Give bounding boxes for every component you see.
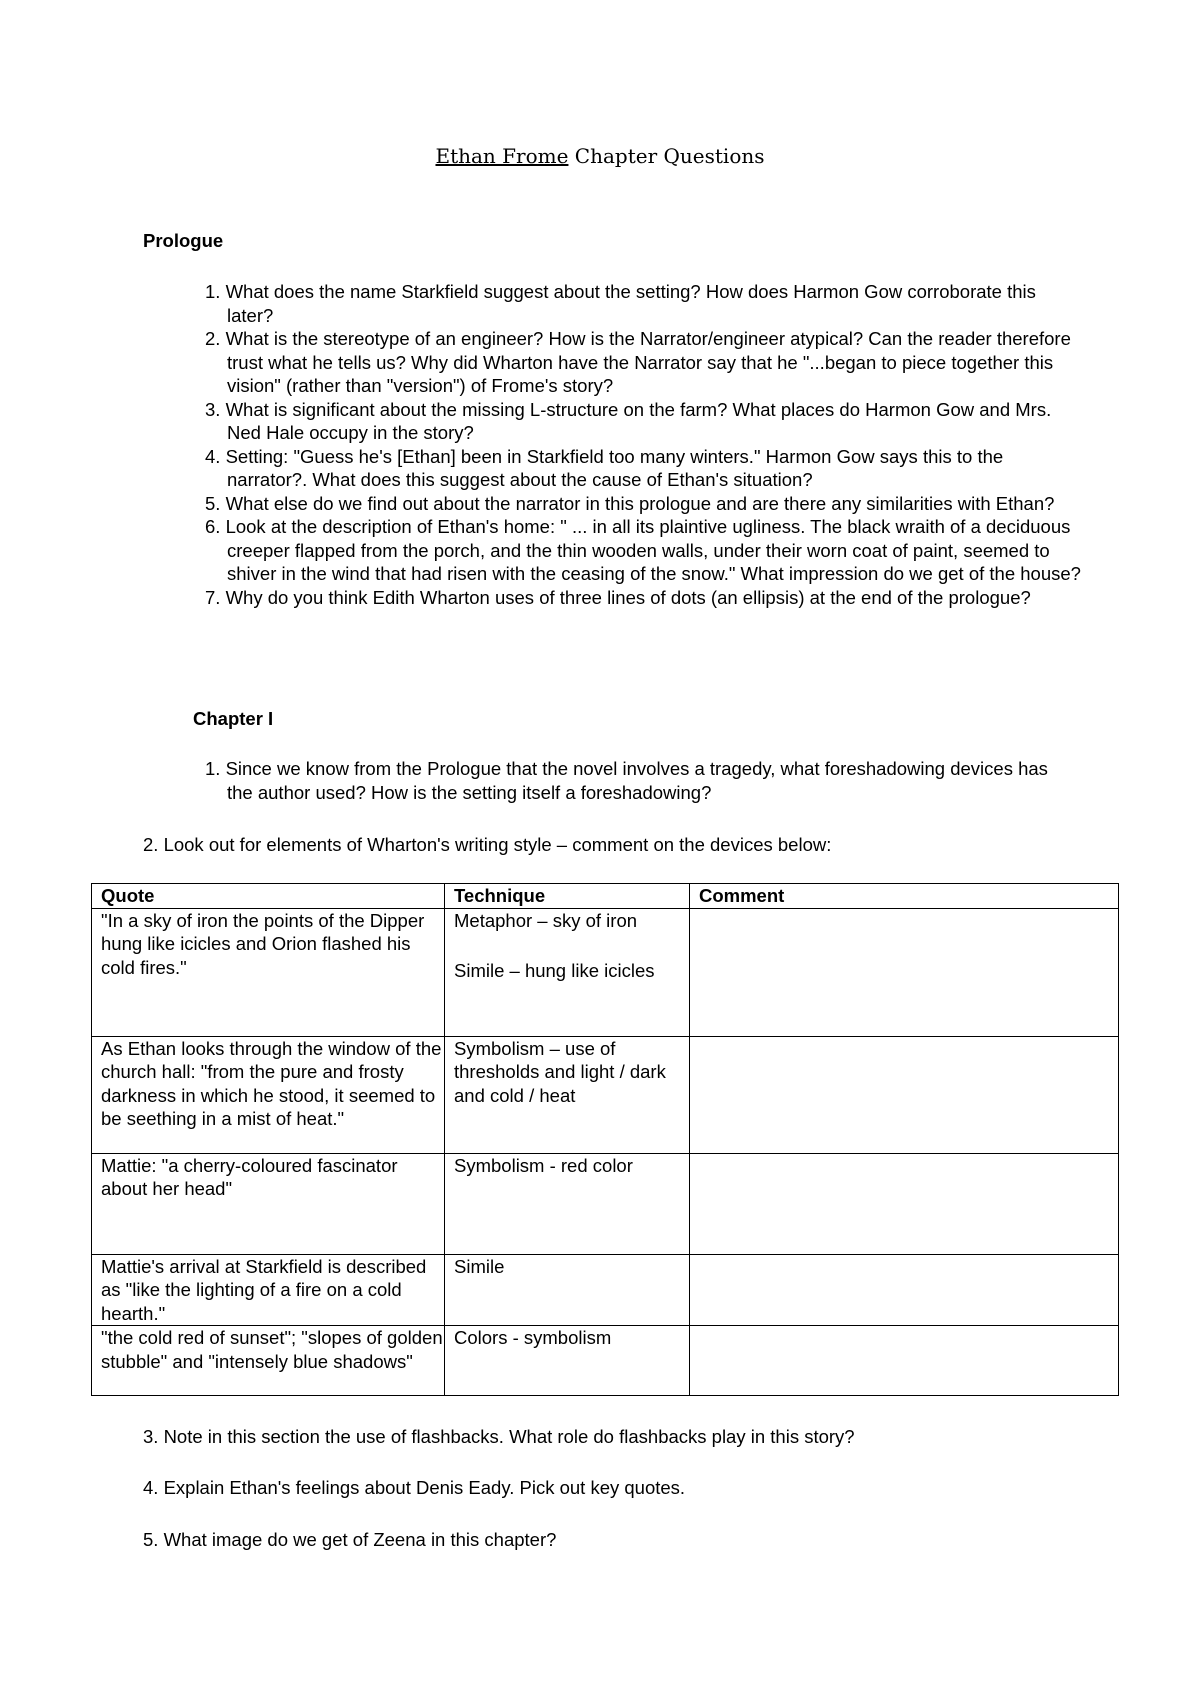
chapter-1-question-list xyxy=(192,757,1062,804)
question-2-text: 2. Look out for elements of Wharton's writing style – comment on the devices below: xyxy=(143,834,832,855)
comment-column-header: Comment xyxy=(690,884,1119,909)
table-row xyxy=(92,1254,1119,1326)
comment-cell[interactable] xyxy=(690,1153,1119,1254)
question-4-text: 4. Explain Ethan's feelings about Denis Eady. Pick out key quotes. xyxy=(143,1477,686,1498)
technique-cell xyxy=(445,908,690,1036)
technique-text: Symbolism – use of thresholds and light / dark and cold / heat xyxy=(454,1037,666,1106)
book-title: Ethan Frome xyxy=(435,144,569,168)
technique-text: Simile xyxy=(454,1255,505,1277)
comment-cell[interactable] xyxy=(690,1254,1119,1326)
technique-text: Simile – hung like icicles xyxy=(454,960,655,981)
technique-text: Symbolism - red color xyxy=(454,1154,633,1176)
table-row xyxy=(92,908,1119,1036)
technique-cell xyxy=(445,1326,690,1396)
table-header-row xyxy=(92,884,1119,909)
comment-cell[interactable] xyxy=(690,1326,1119,1396)
comment-cell[interactable] xyxy=(690,1036,1119,1153)
prologue-question-list xyxy=(192,280,1082,609)
table-row xyxy=(92,1153,1119,1254)
quote-column-header: Quote xyxy=(92,884,445,909)
quote-cell: "In a sky of iron the points of the Dipper hung like icicles and Orion flashed his cold fires." xyxy=(92,908,445,1036)
technique-text: Colors - symbolism xyxy=(454,1327,612,1348)
technique-cell xyxy=(445,1036,690,1153)
quote-cell: Mattie: "a cherry-coloured fascinator about her head" xyxy=(92,1153,445,1254)
quote-cell: Mattie's arrival at Starkfield is described as "like the lighting of a fire on a cold hearth." xyxy=(92,1254,445,1326)
prologue-heading: Prologue xyxy=(143,230,224,251)
list-item: 6. Look at the description of Ethan's home: " ... in all its plaintive ugliness. The black wraith of a deciduous creeper flapped from the porch, and the thin wooden walls, under their worn coat of paint, seemed to shiver in the wind that had risen with the ceasing of the snow." What impression do we get of the house? xyxy=(205,516,1081,584)
table-row xyxy=(92,1326,1119,1396)
technique-text: Metaphor – sky of iron xyxy=(454,909,638,931)
list-item: 1. Since we know from the Prologue that the novel involves a tragedy, what foreshadowing devices has the author used? How is the setting itself a foreshadowing? xyxy=(205,758,1048,803)
list-item: 1. What does the name Starkfield suggest about the setting? How does Harmon Gow corroborate this later? xyxy=(205,281,1036,326)
quote-cell: As Ethan looks through the window of the church hall: "from the pure and frosty darkness in which he stood, it seemed to be seething in a mist of heat." xyxy=(92,1036,445,1153)
question-3-text: 3. Note in this section the use of flashbacks. What role do flashbacks play in this story? xyxy=(143,1426,855,1447)
technique-column-header: Technique xyxy=(445,884,690,909)
devices-table xyxy=(91,883,1119,1396)
question-5-text: 5. What image do we get of Zeena in this chapter? xyxy=(143,1529,557,1550)
technique-cell xyxy=(445,1254,690,1326)
list-item: 4. Setting: "Guess he's [Ethan] been in Starkfield too many winters." Harmon Gow says this to the narrator?. What does this suggest about the cause of Ethan's situation? xyxy=(205,445,1004,490)
list-item: 7. Why do you think Edith Wharton uses of three lines of dots (an ellipsis) at the end of the prologue? xyxy=(205,586,1031,608)
title-suffix: Chapter Questions xyxy=(568,144,765,168)
table-row xyxy=(92,1036,1119,1153)
list-item: 3. What is significant about the missing L-structure on the farm? What places do Harmon Gow and Mrs. Ned Hale occupy in the story? xyxy=(205,398,1052,443)
list-item: 5. What else do we find out about the narrator in this prologue and are there any similarities with Ethan? xyxy=(205,492,1055,514)
quote-cell: "the cold red of sunset"; "slopes of golden stubble" and "intensely blue shadows" xyxy=(92,1326,445,1396)
list-item: 2. What is the stereotype of an engineer? How is the Narrator/engineer atypical? Can the reader therefore trust what he tells us? Why did Wharton have the Narrator say that he "...began to piece together this vision" (rather than "version") of Frome's story? xyxy=(205,328,1071,396)
comment-cell[interactable] xyxy=(690,908,1119,1036)
technique-cell xyxy=(445,1153,690,1254)
chapter-1-heading: Chapter I xyxy=(193,708,274,729)
page-title xyxy=(0,143,1200,169)
